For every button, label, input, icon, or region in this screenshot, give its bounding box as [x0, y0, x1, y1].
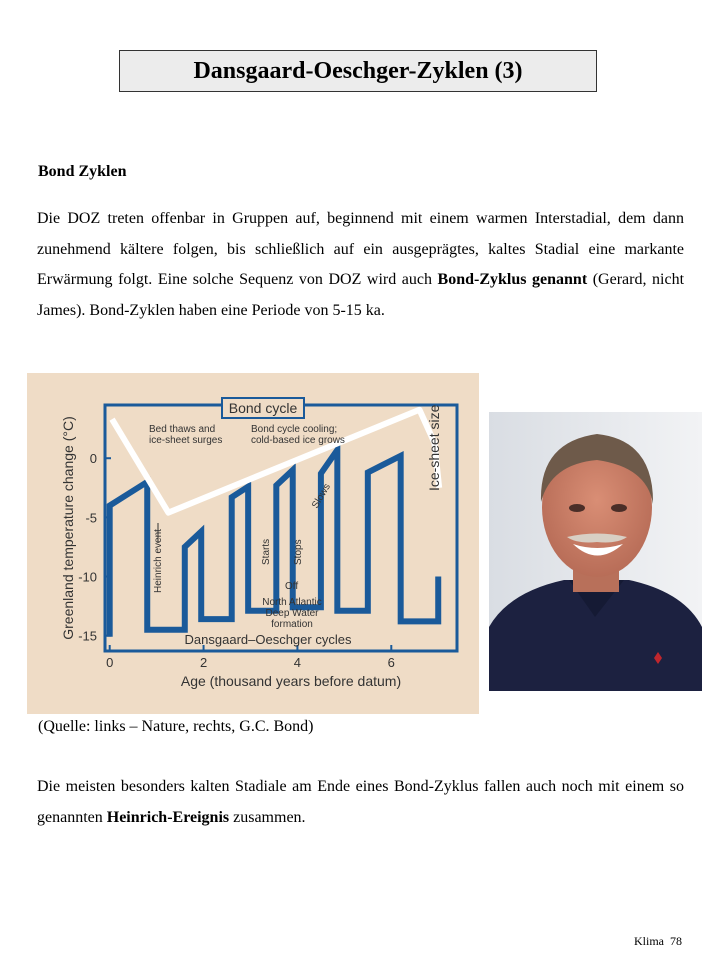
bed-thaws-label: Bed thaws and	[149, 424, 216, 435]
nadw-label: formation	[271, 619, 313, 630]
starts-label: Starts	[261, 538, 272, 565]
do-cycles-label: Dansgaard–Oeschger cycles	[184, 632, 352, 647]
y-tick-label: -10	[78, 569, 97, 585]
nadw-label: Deep Water	[265, 608, 319, 619]
x-tick-label: 0	[106, 655, 114, 670]
page-title: Dansgaard-Oeschger-Zyklen (3)	[119, 50, 597, 92]
x-tick-label: 6	[387, 655, 395, 670]
bed-thaws-label: ice-sheet surges	[149, 435, 223, 446]
section-heading: Bond Zyklen	[38, 163, 127, 180]
ice-sheet-size-label: Ice-sheet size	[426, 404, 442, 491]
y-axis-label: Greenland temperature change (°C)	[60, 416, 76, 640]
x-tick-label: 2	[199, 655, 208, 670]
portrait-photo-g-c-bond	[489, 412, 702, 691]
text-run: zusammen.	[229, 808, 306, 826]
cooling-label: Bond cycle cooling;	[251, 424, 338, 435]
y-tick-label: 0	[89, 451, 97, 467]
y-tick-label: -15	[78, 628, 97, 644]
text-run: Die meisten besonders kalten Stadiale am Ende eines Bond-Zyklus fallen auch noch mit einem so genannten	[37, 778, 684, 826]
nadw-label: North Atlantic	[262, 597, 322, 608]
off-label: Off	[285, 581, 299, 592]
text-run: Die DOZ treten offenbar in Gruppen auf, beginnend mit einem warmen Interstadial, dem dann zunehmend kältere folgen, bis schließlich auf ein ausgeprägtes, kaltes Stadial eine markante Erwärmung folgt. Eine solche Sequenz von DOZ wird auch	[37, 210, 684, 288]
x-axis-label: Age (thousand years before datum)	[180, 673, 402, 689]
stops-label: Stops	[293, 539, 304, 565]
bond-cycle-label: Bond cycle	[228, 400, 298, 416]
bond-cycle-figure	[27, 373, 479, 714]
page-number: 78	[670, 934, 682, 948]
footer-label: Klima	[634, 934, 664, 948]
image-source-caption: (Quelle: links – Nature, rechts, G.C. Bond)	[38, 718, 314, 735]
y-tick-label: -5	[85, 510, 97, 526]
heinrich-event-label: Heinrich event	[153, 529, 164, 593]
paragraph-heinrich	[37, 772, 684, 833]
slows-label: Slows	[310, 481, 333, 511]
paragraph-intro	[37, 204, 684, 326]
x-tick-label: 4	[293, 655, 302, 670]
page-footer	[634, 934, 688, 949]
text-run: (Gerard, nicht James). Bond-Zyklen haben eine Periode von 5-15 ka.	[37, 271, 685, 319]
bold-term: Heinrich-Ereignis	[106, 808, 230, 826]
cooling-label: cold-based ice grows	[251, 435, 345, 446]
bold-term: Bond-Zyklus genannt	[437, 271, 588, 288]
